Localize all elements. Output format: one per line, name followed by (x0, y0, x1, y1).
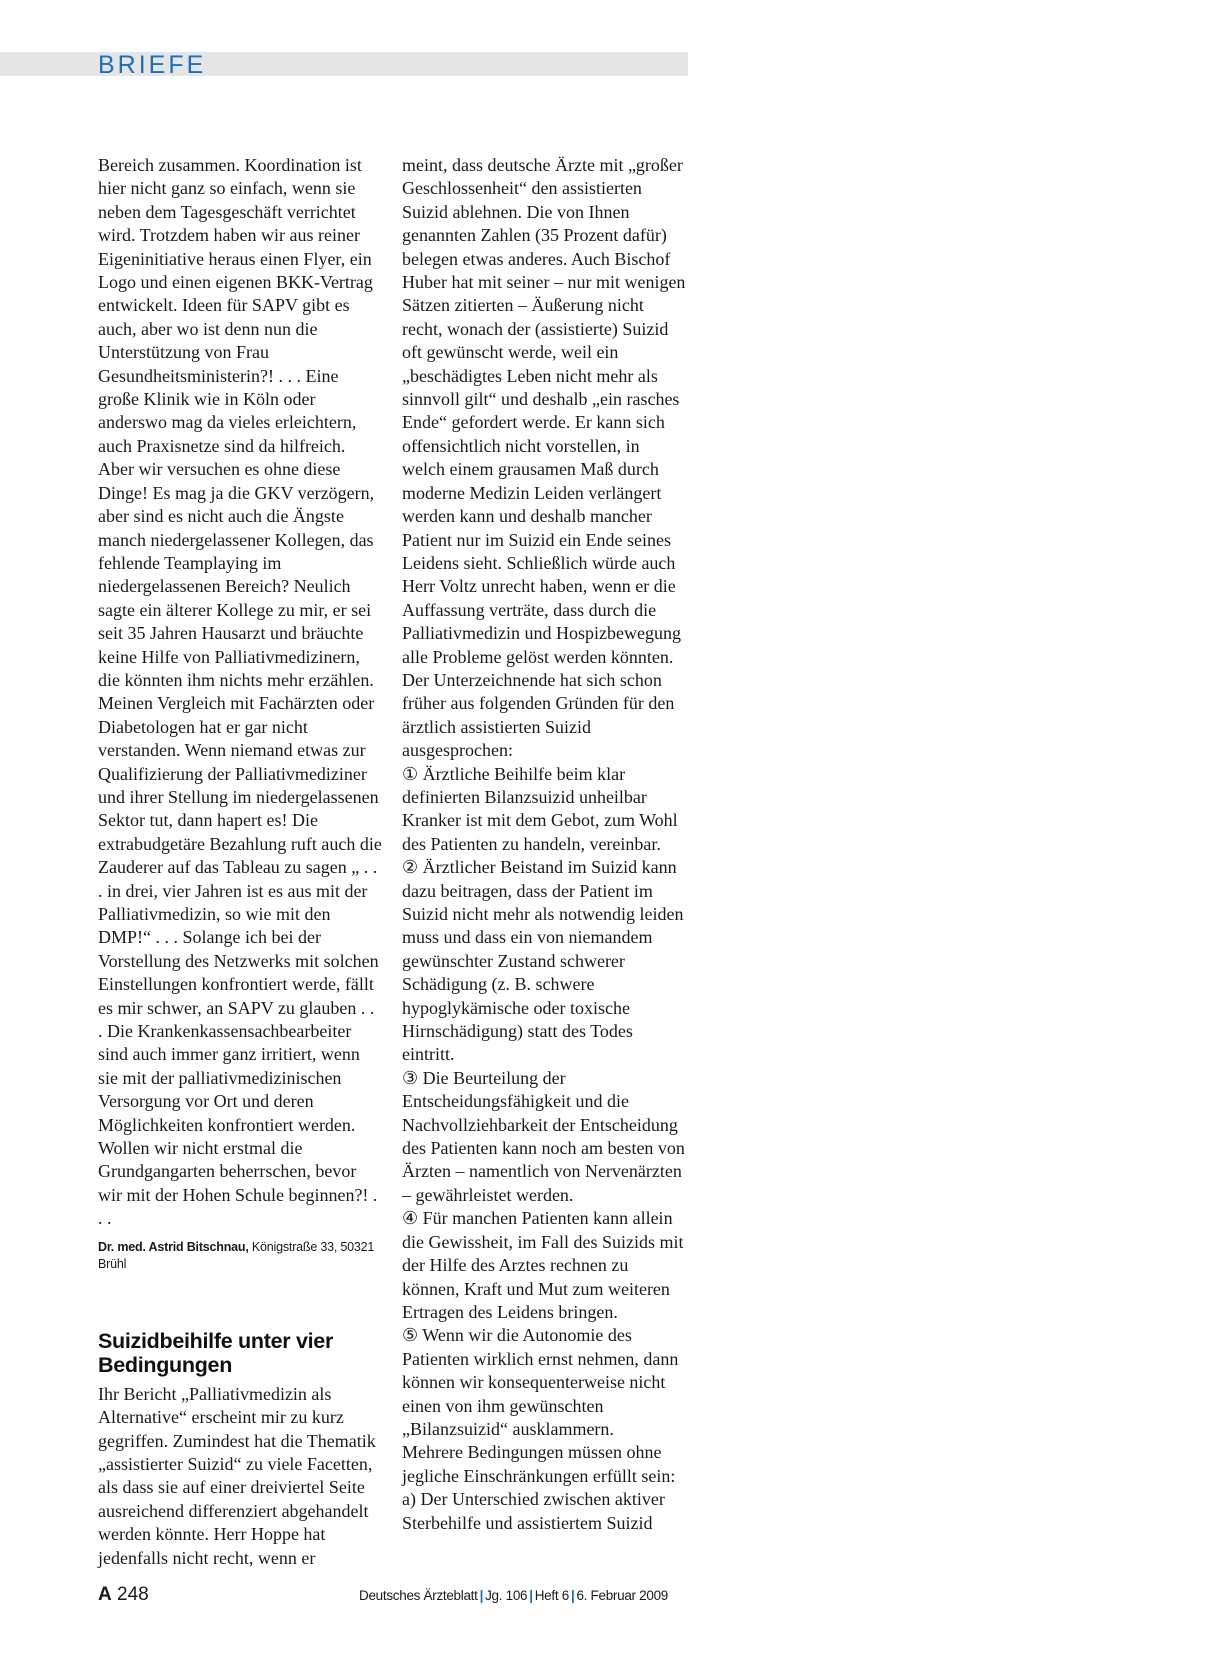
letter1-signature (98, 1239, 383, 1273)
letter1-body: Bereich zusammen. Koordination ist hier nicht ganz so einfach, wenn sie neben dem Tagesgeschäft verrichtet wird. Trotzdem haben wir aus reiner Eigeninitiative heraus einen Flyer, ein Logo und einen eigenen BKK-Vertrag entwickelt. Ideen für SAPV gibt es auch, aber wo ist denn nun die Unterstützung von Frau Gesundheitsministerin?! . . . Eine große Klinik wie in Köln oder anderswo mag da vieles erleichtern, auch Praxisnetze sind da hilfreich. Aber wir versuchen es ohne diese Dinge! Es mag ja die GKV verzögern, aber sind es nicht auch die Ängste manch niedergelassener Kollegen, das fehlende Teamplaying im niedergelassenen Bereich? Neulich sagte ein älterer Kollege zu mir, er sei seit 35 Jahren Hausarzt und bräuchte keine Hilfe von Palliativmedizinern, die könnten ihm nichts mehr erzählen. Meinen Vergleich mit Fachärzten oder Diabetologen hat er gar nicht verstanden. Wenn niemand etwas zur Qualifizierung der Palliativmediziner und ihrer Stellung im niedergelassenen Sektor tut, dann hapert es! Die extrabudgetäre Bezahlung ruft auch die Zauderer auf das Tableau zu sagen „ . . . in drei, vier Jahren ist es aus mit der Palliativmedizin, so wie mit den DMP!“ . . . Solange ich bei der Vorstellung des Netzwerks mit solchen Einstellungen konfrontiert werde, fällt es mir schwer, an SAPV zu glauben . . . Die Krankenkassensachbearbeiter sind auch immer ganz irritiert, wenn sie mit der palliativmedizinischen Versorgung vor Ort und deren Möglichkeiten konfrontiert werden. Wollen wir nicht erstmal die Grundgangarten beherrschen, bevor wir mit der Hohen Schule beginnen?! . . . (98, 155, 382, 1229)
separator: | (479, 1588, 484, 1603)
separator: | (529, 1588, 533, 1603)
journal-volume: Jg. 106 (485, 1588, 528, 1603)
journal-date: 6. Februar 2009 (576, 1588, 668, 1603)
page-footer (98, 1584, 668, 1608)
letter2-conditions-intro: Mehrere Bedingungen müssen ohne jegliche Einschränkungen erfüllt sein: (402, 1442, 676, 1486)
letter2-heading: Suizidbeihilfe unter vier Bedingungen (98, 1328, 334, 1377)
right-column (402, 154, 687, 1535)
letter2-point4: ④ Für manchen Patienten kann allein die Gewissheit, im Fall des Suizids mit der Hilfe des Arztes rechnen zu können, Kraft und Mut zum weiteren Ertragen des Leidens bringen. (402, 1208, 684, 1322)
letter2-intro: Ihr Bericht „Palliativmedizin als Alternative“ erscheint mir zu kurz gegriffen. Zumindest hat die Thematik „assistierter Suizid“ zu viele Facetten, als dass sie auf einer dreiviertel Seite ausreichend differenziert abgehandelt werden könnte. Herr Hoppe hat jedenfalls nicht recht, wenn er (98, 1383, 376, 1568)
letter2-point3: ③ Die Beurteilung der Entscheidungsfähigkeit und die Nachvollziehbarkeit der Entscheidung des Patienten kann noch am besten von Ärzten – namentlich von Nervenärzten – gewährleistet werden. (402, 1067, 685, 1205)
journal-name: Deutsches Ärzteblatt (359, 1588, 478, 1603)
signature-name: Dr. med. Astrid Bitschnau, (98, 1239, 249, 1254)
page-letter: A (98, 1584, 112, 1605)
journal-issue: Heft 6 (534, 1588, 569, 1603)
letter2-para1: meint, dass deutsche Ärzte mit „großer Geschlossenheit“ den assistierten Suizid ablehnen. Die von Ihnen genannten Zahlen (35 Prozent dafür) belegen etwas anderes. Auch Bischof Huber hat mit seiner – nur mit wenigen Sätzen zitierten – Äußerung nicht recht, wonach der (assistierte) Suizid oft gewünscht werde, weil ein „beschädigtes Leben nicht mehr als sinnvoll gilt“ und deshalb „ein rasches Ende“ gefordert werde. Er kann sich offensichtlich nicht vorstellen, in welch einem grausamen Maß durch moderne Medizin Leiden verlängert werden kann und deshalb mancher Patient nur im Suizid ein Ende seines Leidens sieht. Schließlich würde auch Herr Voltz unrecht haben, wenn er die Auffassung verträte, dass durch die Palliativmedizin und Hospizbewegung alle Probleme gelöst werden könnten. Der Unterzeichnende hat sich schon früher aus folgenden Gründen für den ärztlich assistierten Suizid ausgesprochen: (402, 155, 686, 761)
letter2-condition-a: a) Der Unterschied zwischen aktiver Sterbehilfe und assistiertem Suizid (402, 1489, 665, 1533)
letter2-point2: ② Ärztlicher Beistand im Suizid kann dazu beitragen, dass der Patient im Suizid nicht mehr als notwendig leiden muss und dass ein von niemandem gewünschter Zustand schwerer Schädigung (z. B. schwere hypoglykämische oder toxische Hirnschädigung) statt des Todes eintritt. (402, 857, 684, 1065)
letter2-point1: ① Ärztliche Beihilfe beim klar definierten Bilanzsuizid unheilbar Kranker ist mit dem Gebot, zum Wohl des Patienten zu handeln, vereinbar. (402, 763, 678, 854)
journal-info (359, 1587, 668, 1605)
letter2-point5: ⑤ Wenn wir die Autonomie des Patienten wirklich ernst nehmen, dann können wir konsequenterweise nicht einen von ihm gewünschten „Bilanzsuizid“ ausklammern. (402, 1325, 679, 1439)
separator: | (570, 1588, 575, 1603)
page-number-value: 248 (117, 1584, 149, 1605)
section-label: BRIEFE (98, 51, 207, 79)
signature-address: Königstraße 33, 50321 Brühl (98, 1239, 375, 1271)
left-column (98, 154, 383, 1570)
page-number (98, 1584, 149, 1606)
